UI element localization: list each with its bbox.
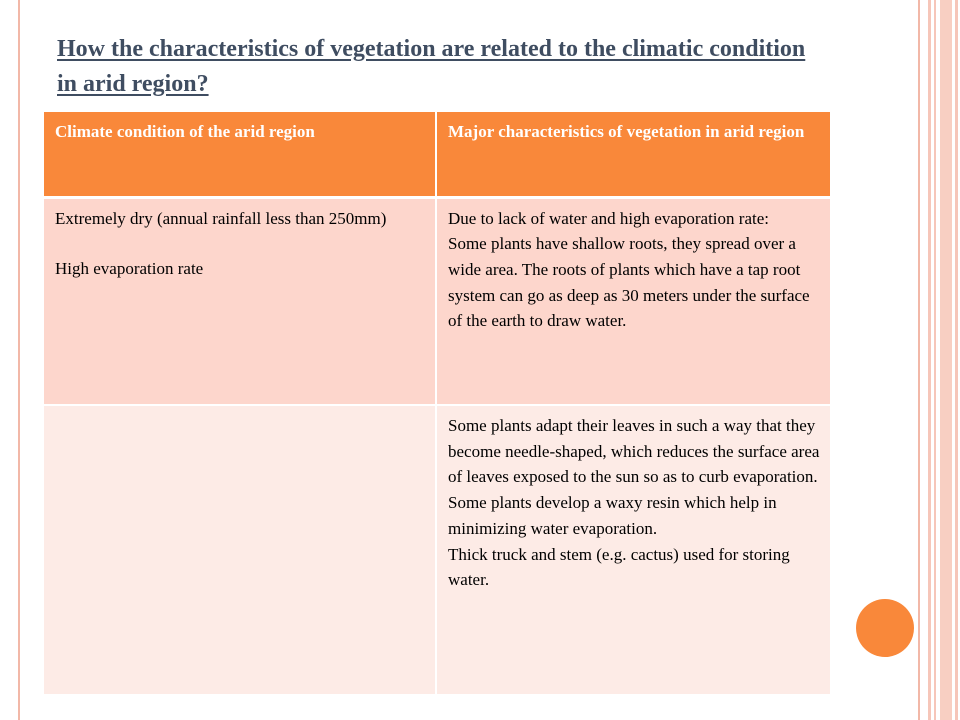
vegetation-text: Some plants adapt their leaves in such a way that they become needle-shaped, which reduces the surface area of leaves exposed to the sun so as to curb evaporation. bbox=[448, 416, 820, 487]
stripe bbox=[940, 0, 952, 720]
climate-text: High evaporation rate bbox=[55, 259, 204, 279]
vegetation-text: Due to lack of water and high evaporation rate: bbox=[448, 208, 769, 228]
climate-cell bbox=[44, 405, 436, 695]
climate-cell bbox=[44, 197, 436, 405]
header-climate-condition: Climate condition of the arid region bbox=[44, 112, 436, 197]
vegetation-text: Some plants develop a waxy resin which help in minimizing water evaporation. bbox=[448, 493, 777, 538]
decorative-circle bbox=[856, 599, 914, 657]
vegetation-text: Some plants have shallow roots, they spread over a wide area. The roots of plants which have a tap root system can go as deep as 30 meters under the surface of the earth to draw water. bbox=[448, 234, 810, 331]
table-header-row bbox=[44, 112, 830, 197]
spacer bbox=[55, 231, 425, 256]
vegetation-cell bbox=[436, 197, 830, 405]
table-row bbox=[44, 197, 830, 405]
stripe bbox=[934, 0, 936, 720]
stripe bbox=[955, 0, 958, 720]
stripe bbox=[928, 0, 931, 720]
table-row bbox=[44, 405, 830, 695]
climate-text: Extremely dry (annual rainfall less than 250mm) bbox=[55, 208, 387, 228]
vegetation-text: Thick truck and stem (e.g. cactus) used for storing water. bbox=[448, 544, 790, 590]
header-vegetation-characteristics: Major characteristics of vegetation in arid region bbox=[436, 112, 830, 197]
vegetation-cell bbox=[436, 405, 830, 695]
comparison-table bbox=[44, 112, 830, 696]
decorative-stripes bbox=[920, 0, 960, 720]
slide-title: How the characteristics of vegetation are related to the climatic condition in arid region? bbox=[57, 36, 806, 97]
